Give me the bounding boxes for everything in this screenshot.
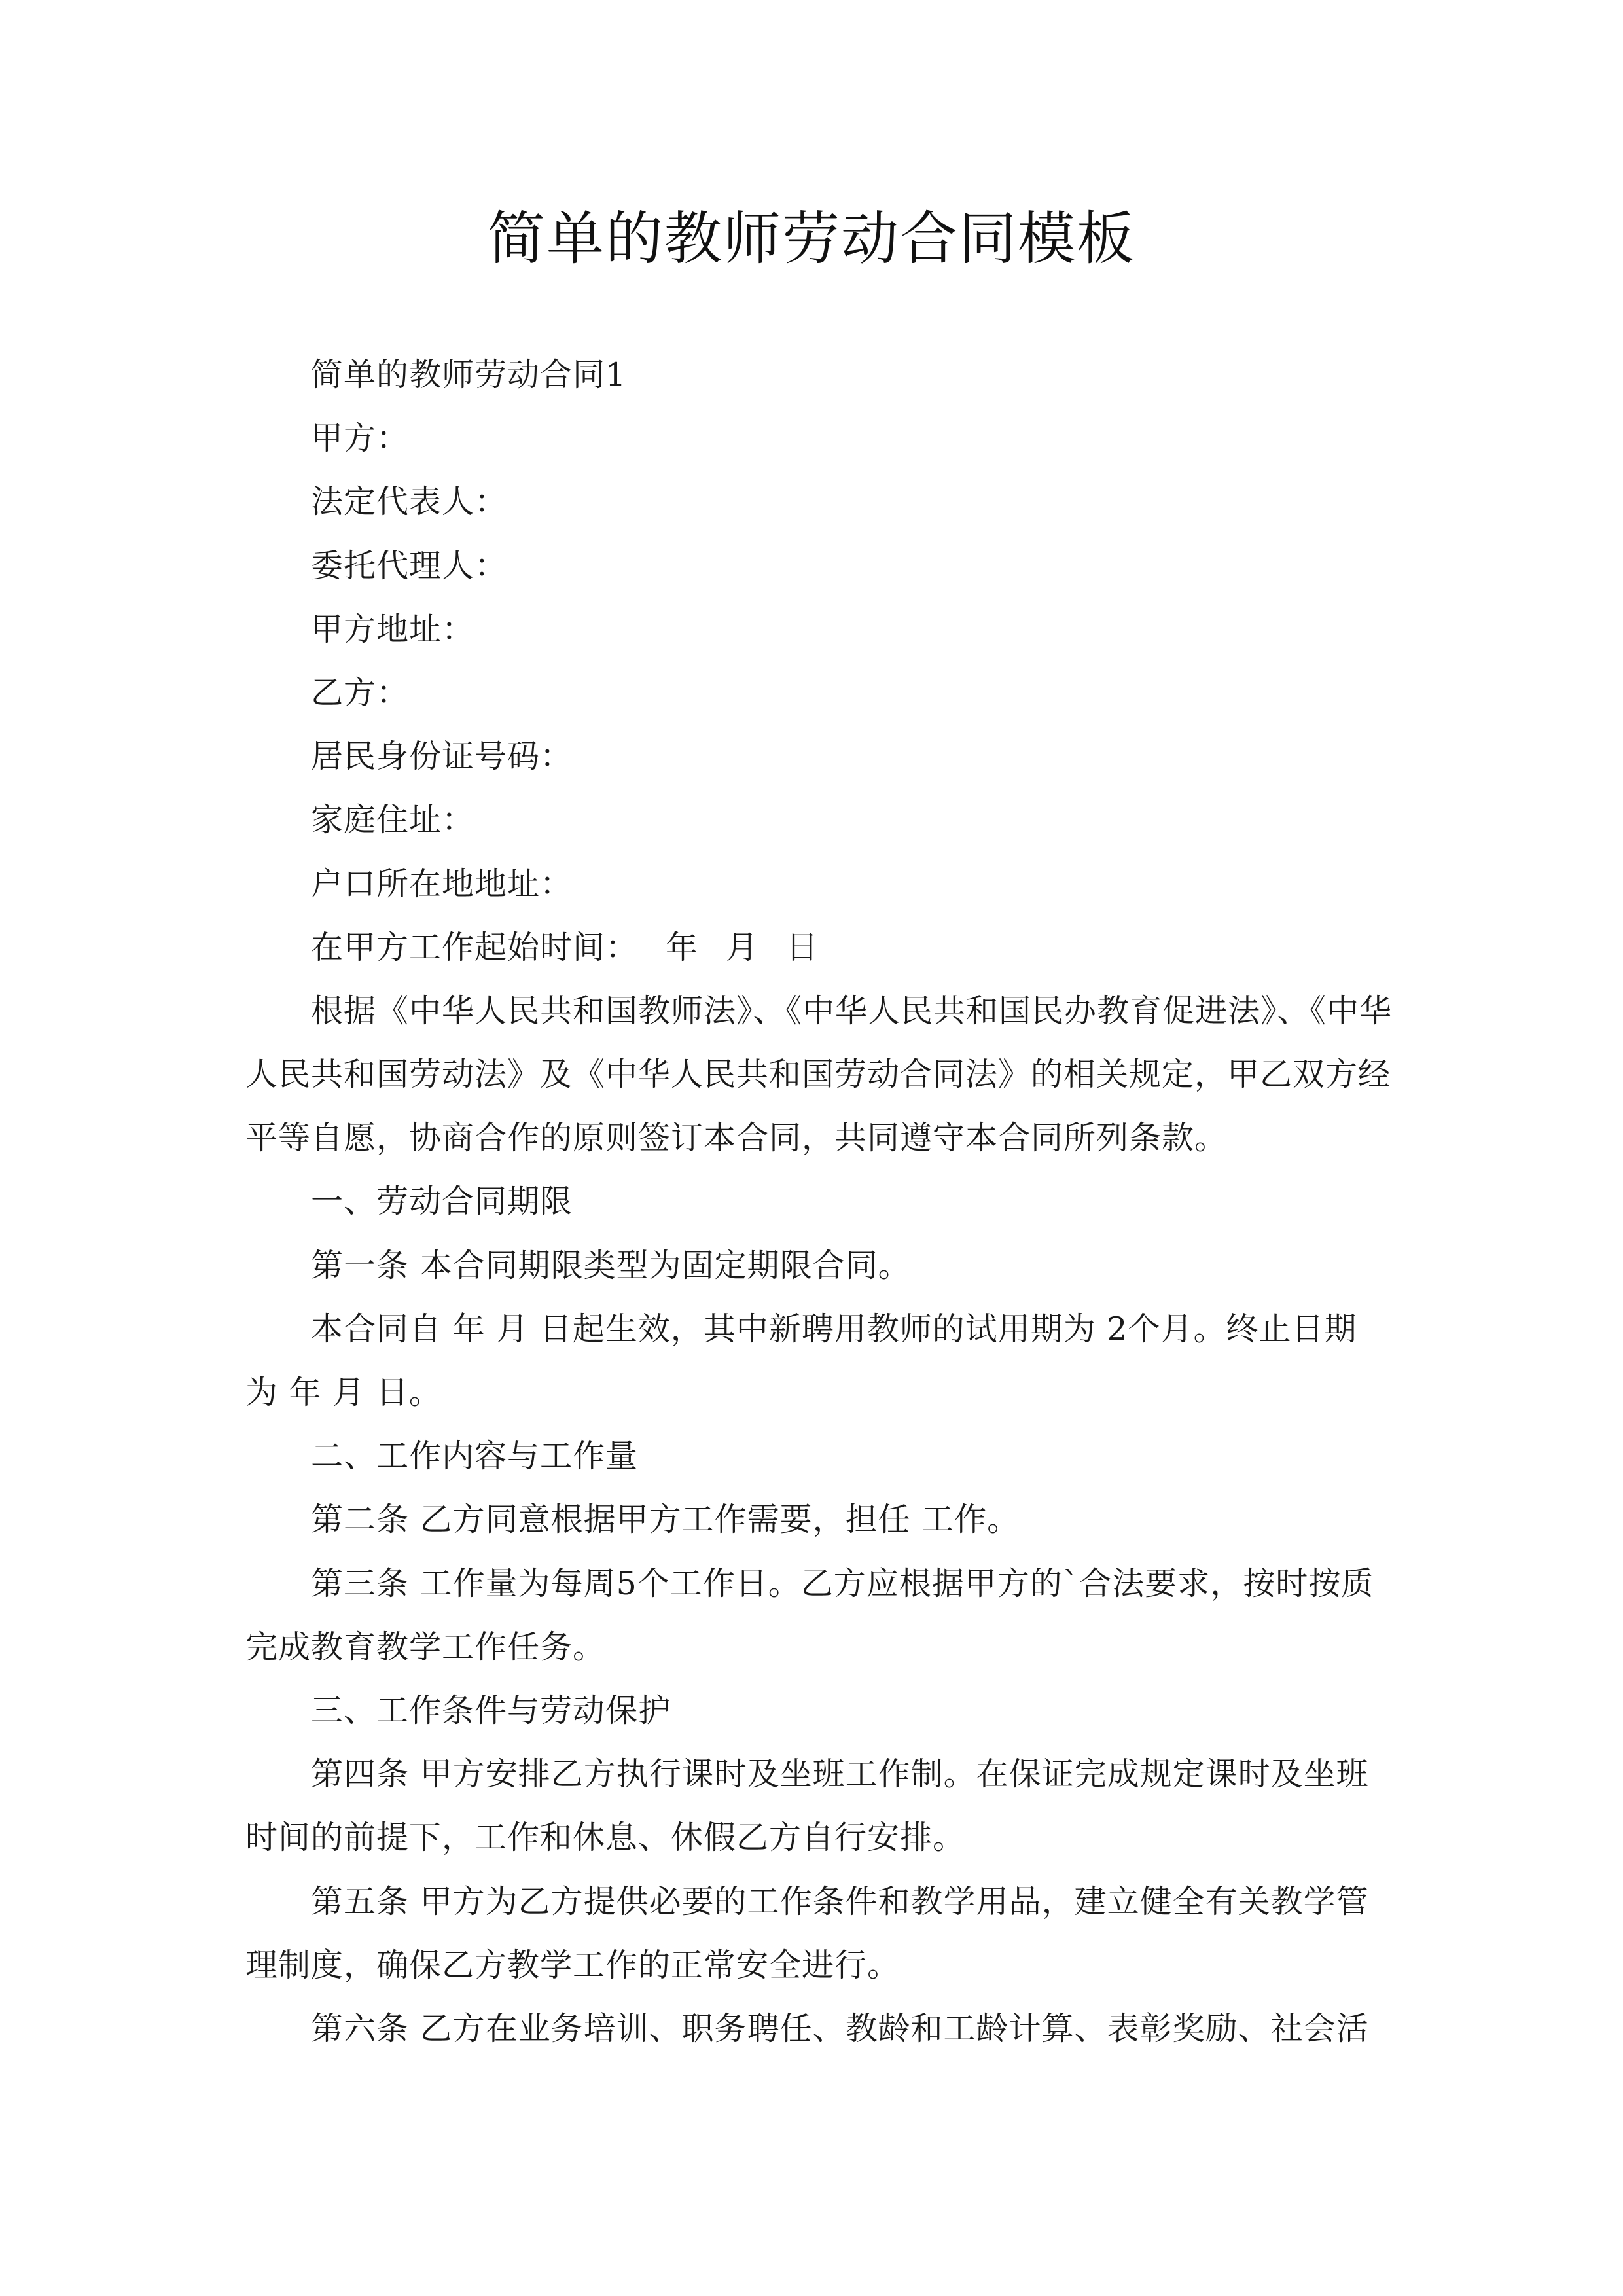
article-line: 第六条 乙方在业务培训、职务聘任、教龄和工龄计算、表彰奖励、社会活 [311,2009,1369,2047]
home-address-field: 家庭住址： [311,801,475,839]
section-heading: 三、工作条件与劳动保护 [311,1691,671,1729]
article-line: 第一条 本合同期限类型为固定期限合同。 [311,1246,911,1284]
start-date-day: 日 [786,928,819,966]
start-date-field [245,916,1378,979]
party-b-field: 乙方： [311,673,410,711]
party-a-address-field: 甲方地址： [311,610,475,648]
paragraph-line: 人民共和国劳动法》及《中华人民共和国劳动合同法》的相关规定，甲乙双方经 [245,1056,1391,1094]
paragraph-line: 时间的前提下，工作和休息、休假乙方自行安排。 [245,1819,966,1857]
authorized-agent-field: 委托代理人： [311,547,508,584]
paragraph-line: 平等自愿，协商合作的原则签订本合同，共同遵守本合同所列条款。 [245,1119,1228,1157]
article-line: 第二条 乙方同意根据甲方工作需要，担任 工作。 [311,1501,1020,1539]
paragraph-line: 为 年 月 日。 [245,1374,442,1411]
article-line: 第四条 甲方安排乙方执行课时及坐班工作制。在保证完成规定课时及坐班 [311,1755,1369,1793]
section-heading: 一、劳动合同期限 [311,1183,573,1221]
article-line: 第五条 甲方为乙方提供必要的工作条件和教学用品，建立健全有关教学管 [311,1882,1369,1920]
document-body [245,343,1393,2060]
section-heading: 二、工作内容与工作量 [311,1437,639,1475]
contract-heading: 简单的教师劳动合同1 [311,356,627,393]
paragraph-line: 根据《中华人民共和国教师法》、《中华人民共和国民办教育促进法》、《中华 [311,992,1393,1030]
start-date-month: 月 [726,928,759,966]
party-a-field: 甲方： [311,420,410,457]
legal-representative-field: 法定代表人： [311,483,508,521]
id-number-field: 居民身份证号码： [311,738,573,776]
paragraph-line: 理制度，确保乙方教学工作的正常安全进行。 [245,1946,901,1984]
start-date-year: 年 [666,928,699,966]
paragraph-line: 完成教育教学工作任务。 [245,1628,606,1666]
document-title: 简单的教师劳动合同模板 [487,205,1135,272]
paragraph-line: 本合同自 年 月 日起生效，其中新聘用教师的试用期为 2个月。终止日期 [311,1310,1357,1348]
article-line: 第三条 工作量为每周5个工作日。乙方应根据甲方的`合法要求，按时按质 [311,1564,1374,1602]
start-date-label: 在甲方工作起始时间： [311,928,639,966]
household-address-field: 户口所在地地址： [311,865,573,903]
